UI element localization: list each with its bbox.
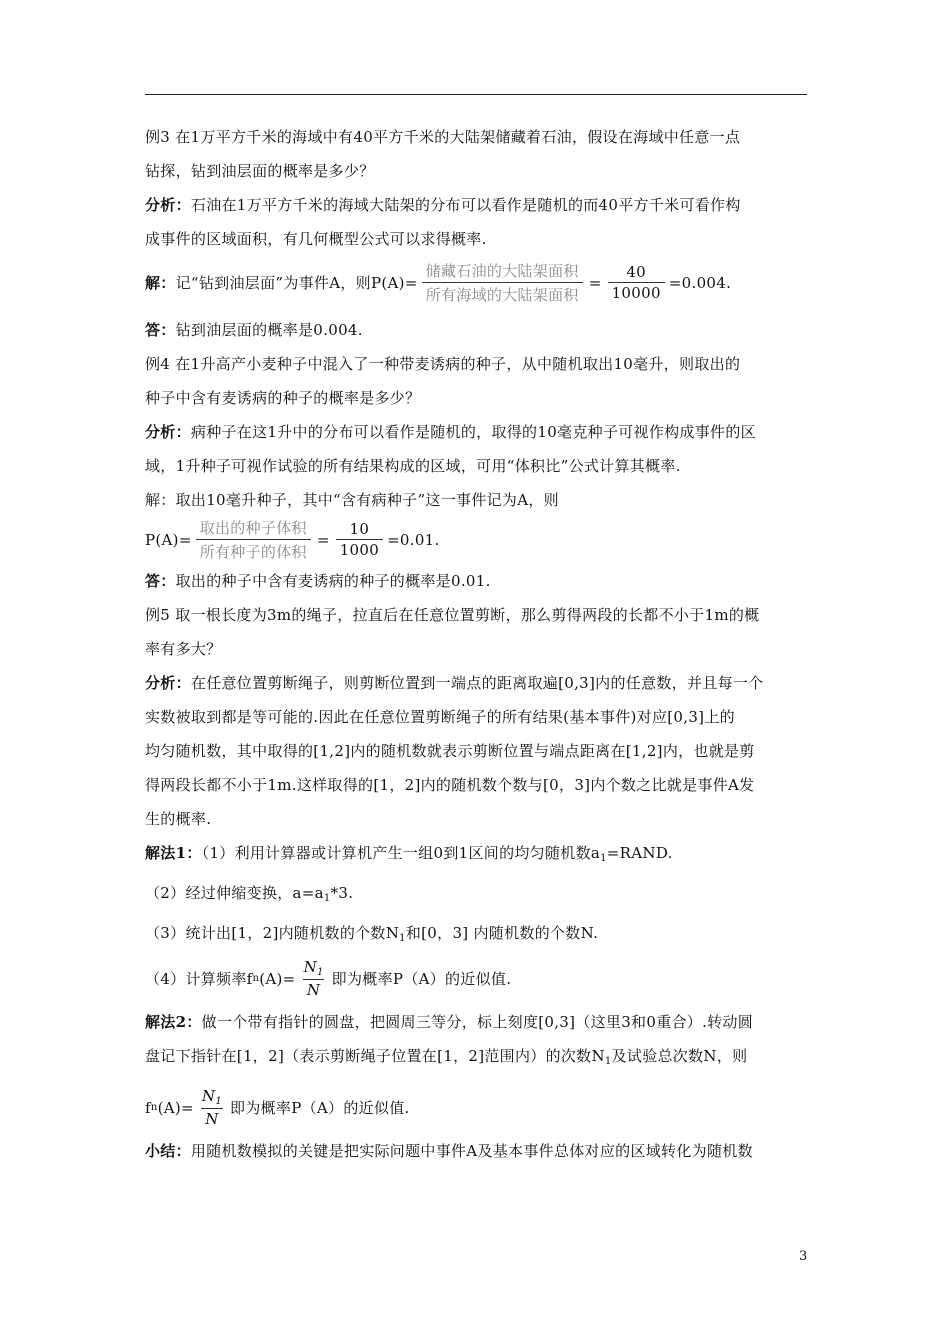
method-2-line-2	[145, 1039, 807, 1079]
example-5-question-line-1: 例5 取一根长度为3m的绳子，拉直后在任意位置剪断，那么剪得两段的长都不小于1m的概	[145, 606, 760, 624]
document-body	[145, 120, 807, 1168]
subscript: 1	[600, 853, 607, 864]
example-5-question-line-2: 率有多大？	[145, 640, 222, 658]
method-text-end: 及试验总次数N，则	[611, 1047, 748, 1065]
fraction-numerator: 40	[626, 263, 647, 281]
example-3-question-line-1: 例3 在1万平方千米的海域中有40平方千米的大陆架储藏着石油，假设在海域中任意一点	[145, 128, 741, 146]
method-2-formula	[145, 1087, 807, 1128]
numeric-fraction	[608, 263, 665, 302]
example-4-solution-line: 解：取出10毫升种子，其中“含有病种子”这一事件记为A，则	[145, 491, 559, 509]
subscript: n	[150, 1102, 158, 1113]
analysis-label: 分析：	[145, 196, 191, 214]
fraction-numerator	[198, 1087, 226, 1108]
example-5-analysis-line-3: 均匀随机数，其中取得的[1,2]内的随机数就表示剪断位置与端点距离在[1,2]内，也就是剪	[145, 742, 755, 760]
method-text: 做一个带有指针的圆盘，把圆周三等分，标上刻度[0,3]（这里3和0重合）.转动圆	[201, 1013, 754, 1031]
analysis-text: 在任意位置剪断绳子，则剪断位置到一端点的距离取遍[0,3]内的任意数，并且每一个	[190, 674, 764, 692]
answer-text: 取出的种子中含有麦诱病的种子的概率是0.01.	[175, 572, 491, 590]
fraction-numerator: 储藏石油的大陆架面积	[425, 262, 579, 280]
solution-text: 记“钻到油层面”为事件A，则P(A)=	[175, 274, 418, 292]
subscript: 1	[604, 1056, 612, 1067]
step-text-mid: (A)=	[259, 969, 296, 988]
header-rule	[145, 94, 807, 95]
equals-sign: =	[588, 273, 602, 292]
answer-text: 钻到油层面的概率是0.004.	[175, 321, 363, 339]
step-text: （1）利用计算器或计算机产生一组0到1区间的均匀随机数a	[201, 844, 601, 862]
area-ratio-fraction	[422, 260, 583, 305]
analysis-text: 石油在1万平方千米的海域大陆架的分布可以看作是随机的而40平方千米可看作构	[190, 196, 741, 214]
example-4-answer	[145, 564, 807, 598]
example-5-analysis-line-5: 生的概率.	[145, 810, 212, 828]
frequency-fraction	[198, 1087, 226, 1128]
summary-line	[145, 1134, 807, 1168]
formula-result: =0.01.	[387, 530, 440, 549]
summary-text: 用随机数模拟的关键是把实际问题中事件A及基本事件总体对应的区域转化为随机数	[190, 1142, 753, 1160]
example-3-analysis-line-2: 成事件的区域面积，有几何概型公式可以求得概率.	[145, 230, 487, 248]
example-4-formula	[145, 517, 807, 562]
fraction-numerator: 10	[349, 520, 370, 538]
fraction-numerator	[300, 958, 328, 979]
example-4-analysis-line-1	[145, 415, 807, 449]
method-1-step-1	[145, 836, 807, 876]
method-1-step-4	[145, 958, 807, 999]
fraction-denominator: 所有海域的大陆架面积	[422, 282, 583, 305]
subscript: 1	[399, 933, 406, 944]
fraction-denominator: N	[201, 1108, 222, 1128]
analysis-label: 分析：	[145, 674, 191, 692]
solution-result: =0.004.	[668, 273, 732, 292]
method-1-step-2	[145, 876, 807, 916]
subscript: 1	[215, 1096, 223, 1107]
method-1-step-3	[145, 916, 807, 956]
subscript: n	[252, 973, 260, 984]
method-text: 盘记下指针在[1，2]（表示剪断绳子位置在[1，2]范围内）的次数N	[145, 1047, 605, 1065]
page-number: 3	[799, 1249, 808, 1264]
example-4-question-line-2: 种子中含有麦诱病的种子的概率是多少？	[145, 389, 421, 407]
step-text: （2）经过伸缩变换，a=a	[145, 884, 324, 902]
summary-label: 小结：	[145, 1142, 191, 1160]
formula-end: 即为概率P（A）的近似值.	[230, 1099, 410, 1117]
fraction-denominator: 1000	[336, 539, 383, 559]
fraction-denominator: 所有种子的体积	[196, 539, 311, 562]
volume-ratio-fraction	[196, 517, 311, 562]
step-text: （4）计算频率f	[145, 970, 253, 988]
step-text-end: 即为概率P（A）的近似值.	[331, 970, 512, 988]
method-2-label: 解法2：	[145, 1013, 202, 1031]
numerator-symbol: N	[201, 1087, 216, 1105]
example-4-question-line-1: 例4 在1升高产小麦种子中混入了一种带麦诱病的种子，从中随机取出10毫升，则取出的	[145, 355, 741, 373]
analysis-text: 病种子在这1升中的分布可以看作是随机的，取得的10毫克种子可视作构成事件的区	[190, 423, 756, 441]
analysis-label: 分析：	[145, 423, 191, 441]
pa-label: P(A)=	[145, 530, 192, 549]
fraction-denominator: 10000	[608, 282, 665, 302]
numeric-fraction	[336, 520, 383, 559]
example-3-solution	[145, 260, 807, 305]
formula-symbol: f	[145, 1098, 151, 1117]
subscript: 1	[317, 967, 324, 978]
example-5-analysis-line-2: 实数被取到都是等可能的.因此在任意位置剪断绳子的所有结果(基本事件)对应[0,3]上的	[145, 708, 735, 726]
answer-label: 答：	[145, 321, 176, 339]
frequency-fraction	[300, 958, 328, 999]
subscript: 1	[323, 893, 331, 904]
example-4-analysis-line-2: 域，1升种子可视作试验的所有结果构成的区域，可用“体积比”公式计算其概率.	[145, 457, 681, 475]
step-text-end: =RAND.	[606, 844, 673, 862]
example-3-analysis-line-1	[145, 188, 807, 222]
example-5-analysis-line-1	[145, 666, 807, 700]
numerator-symbol: N	[303, 958, 317, 976]
example-5-analysis-line-4: 得两段长都不小于1m.这样取得的[1，2]内的随机数个数与[0，3]内个数之比就是事件A发	[145, 776, 755, 794]
solution-label: 解：	[145, 274, 176, 292]
formula-mid: (A)=	[157, 1098, 194, 1117]
method-1-label: 解法1：	[145, 844, 202, 862]
step-text: （3）统计出[1，2]内随机数的个数N	[145, 924, 400, 942]
fraction-denominator: N	[303, 979, 324, 999]
method-2-line-1	[145, 1005, 807, 1039]
answer-label: 答：	[145, 572, 176, 590]
step-text-end: *3.	[330, 884, 354, 902]
fraction-numerator: 取出的种子体积	[199, 519, 307, 537]
example-3-answer	[145, 313, 807, 347]
equals-sign: =	[316, 530, 330, 549]
step-text-end: 和[0，3] 内随机数的个数N.	[405, 924, 599, 942]
example-3-question-line-2: 钻探，钻到油层面的概率是多少？	[145, 162, 375, 180]
